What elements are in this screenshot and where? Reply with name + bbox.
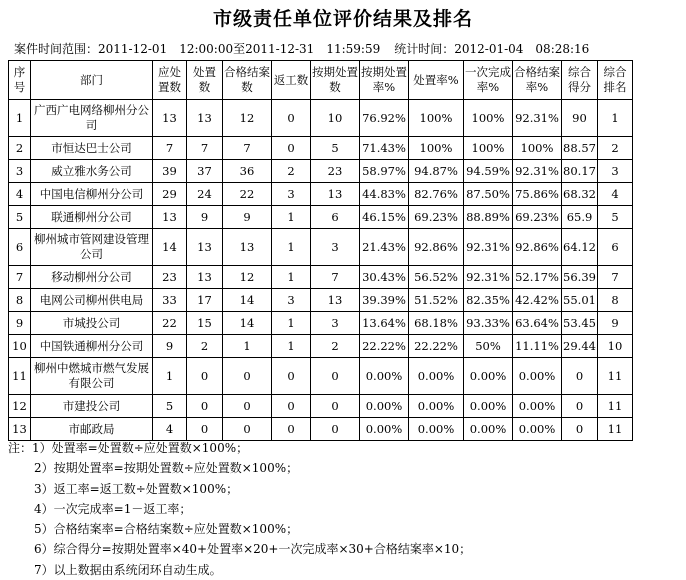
table-row [9, 183, 633, 206]
table-cell: 23 [311, 160, 360, 183]
table-cell: 44.83% [360, 183, 409, 206]
table-cell: 1 [272, 229, 311, 266]
table-cell: 0 [272, 418, 311, 441]
table-cell: 7 [311, 266, 360, 289]
table-cell: 82.35% [464, 289, 513, 312]
table-cell: 29.44 [562, 335, 598, 358]
table-cell: 12 [223, 100, 272, 137]
note-line: 注：1）处置率=处置数÷应处置数×100%； [8, 441, 249, 455]
table-cell: 56.39 [562, 266, 598, 289]
table-cell: 11 [598, 418, 633, 441]
table-cell: 0 [272, 395, 311, 418]
notes [8, 438, 678, 580]
table-cell: 13 [187, 100, 223, 137]
table-cell: 21.43% [360, 229, 409, 266]
table-cell: 0 [272, 358, 311, 395]
note-line: 6）综合得分=按期处置率×40+处置率×20+一次完成率×30+合格结案率×10； [34, 542, 472, 557]
table-cell: 94.87% [409, 160, 464, 183]
note-line: 4）一次完成率=1－返工率； [34, 501, 192, 516]
table-cell: 37 [187, 160, 223, 183]
table-cell: 3 [598, 160, 633, 183]
table-cell: 9 [9, 312, 31, 335]
table-cell: 92.86% [513, 229, 562, 266]
header-cell: 处置数 [187, 61, 223, 100]
table-cell: 92.86% [409, 229, 464, 266]
table-cell: 22 [223, 183, 272, 206]
table-cell: 5 [9, 206, 31, 229]
table-cell: 威立雅水务公司 [31, 160, 153, 183]
table-cell: 1 [272, 335, 311, 358]
table-cell: 76.92% [360, 100, 409, 137]
table-cell: 移动柳州分公司 [31, 266, 153, 289]
table-cell: 1 [153, 358, 187, 395]
table-cell: 3 [272, 289, 311, 312]
table-cell: 6 [9, 229, 31, 266]
table-cell: 2 [187, 335, 223, 358]
table-cell: 0 [272, 137, 311, 160]
table-cell: 市恒达巴士公司 [31, 137, 153, 160]
table-cell: 2 [9, 137, 31, 160]
table-cell: 13 [153, 100, 187, 137]
note-line: 3）返工率=返工数÷处置数×100%； [34, 481, 239, 496]
table-cell: 12 [223, 266, 272, 289]
table-cell: 0 [562, 395, 598, 418]
table-cell: 88.57 [562, 137, 598, 160]
header-cell: 返工数 [272, 61, 311, 100]
table-cell: 13 [153, 206, 187, 229]
table-cell: 0.00% [360, 418, 409, 441]
table-cell: 13 [223, 229, 272, 266]
table-cell: 0 [223, 395, 272, 418]
table-cell: 55.01 [562, 289, 598, 312]
table-cell: 0.00% [513, 358, 562, 395]
table-row [9, 137, 633, 160]
table-row [9, 100, 633, 137]
table-cell: 75.86% [513, 183, 562, 206]
table-cell: 58.97% [360, 160, 409, 183]
table-cell: 100% [409, 100, 464, 137]
table-cell: 13 [187, 229, 223, 266]
table-cell: 65.9 [562, 206, 598, 229]
table-cell: 8 [9, 289, 31, 312]
report-meta [14, 40, 684, 57]
table-cell: 10 [9, 335, 31, 358]
table-cell: 13 [187, 266, 223, 289]
stat-time: 2012-01-04 08:28:16 [454, 42, 590, 56]
header-cell: 合格结案率% [513, 61, 562, 100]
header-cell: 处置率% [409, 61, 464, 100]
header-cell: 部门 [31, 61, 153, 100]
table-cell: 7 [187, 137, 223, 160]
table-cell: 1 [272, 312, 311, 335]
table-cell: 11 [9, 358, 31, 395]
table-cell: 0.00% [409, 395, 464, 418]
table-cell: 100% [409, 137, 464, 160]
header-cell: 按期处置数 [311, 61, 360, 100]
table-cell: 3 [272, 183, 311, 206]
header-cell: 综合得分 [562, 61, 598, 100]
table-cell: 广西广电网络柳州分公司 [31, 100, 153, 137]
table-cell: 82.76% [409, 183, 464, 206]
table-cell: 52.17% [513, 266, 562, 289]
table-cell: 0 [187, 395, 223, 418]
table-cell: 39 [153, 160, 187, 183]
table-cell: 14 [223, 289, 272, 312]
table-cell: 39.39% [360, 289, 409, 312]
table-cell: 12 [9, 395, 31, 418]
table-cell: 5 [598, 206, 633, 229]
table-cell: 3 [311, 229, 360, 266]
table-cell: 11 [598, 358, 633, 395]
table-cell: 0 [223, 358, 272, 395]
table-cell: 市邮政局 [31, 418, 153, 441]
table-cell: 10 [311, 100, 360, 137]
stat-label: 统计时间： [394, 42, 455, 56]
table-cell: 0.00% [409, 418, 464, 441]
table-cell: 100% [513, 137, 562, 160]
table-cell: 2 [272, 160, 311, 183]
table-cell: 11.11% [513, 335, 562, 358]
table-cell: 市城投公司 [31, 312, 153, 335]
header-cell: 序号 [9, 61, 31, 100]
table-cell: 100% [464, 100, 513, 137]
table-cell: 6 [311, 206, 360, 229]
table-header-row [9, 61, 633, 100]
header-cell: 应处置数 [153, 61, 187, 100]
report-title: 市级责任单位评价结果及排名 [212, 8, 473, 30]
table-cell: 0.00% [360, 358, 409, 395]
table-cell: 0 [311, 418, 360, 441]
table-cell: 9 [153, 335, 187, 358]
table-cell: 电网公司柳州供电局 [31, 289, 153, 312]
table-cell: 24 [187, 183, 223, 206]
table-cell: 22.22% [409, 335, 464, 358]
table-cell: 29 [153, 183, 187, 206]
table-cell: 0 [562, 358, 598, 395]
table-cell: 0.00% [409, 358, 464, 395]
table-cell: 94.59% [464, 160, 513, 183]
results-table [8, 60, 633, 441]
table-cell: 0.00% [360, 395, 409, 418]
table-cell: 13.64% [360, 312, 409, 335]
table-cell: 17 [187, 289, 223, 312]
range-start: 2011-12-01 12:00:00 [98, 42, 234, 56]
range-label: 案件时间范围： [14, 42, 99, 56]
table-cell: 0 [272, 100, 311, 137]
table-cell: 100% [464, 137, 513, 160]
table-cell: 中国电信柳州分公司 [31, 183, 153, 206]
table-cell: 3 [311, 312, 360, 335]
table-cell: 9 [223, 206, 272, 229]
table-cell: 5 [311, 137, 360, 160]
table-cell: 8 [598, 289, 633, 312]
header-cell: 综合排名 [598, 61, 633, 100]
table-cell: 7 [153, 137, 187, 160]
table-cell: 14 [223, 312, 272, 335]
table-cell: 13 [311, 289, 360, 312]
table-cell: 15 [187, 312, 223, 335]
table-cell: 13 [9, 418, 31, 441]
table-cell: 69.23% [513, 206, 562, 229]
table-cell: 0 [223, 418, 272, 441]
table-cell: 14 [153, 229, 187, 266]
header-cell: 合格结案数 [223, 61, 272, 100]
table-cell: 92.31% [464, 266, 513, 289]
note-line: 5）合格结案率=合格结案数÷应处置数×100%； [34, 522, 299, 537]
table-cell: 0 [562, 418, 598, 441]
table-cell: 7 [598, 266, 633, 289]
table-row [9, 395, 633, 418]
table-cell: 中国铁通柳州分公司 [31, 335, 153, 358]
table-cell: 46.15% [360, 206, 409, 229]
range-end: 2011-12-31 11:59:59 [245, 42, 381, 56]
table-cell: 53.45 [562, 312, 598, 335]
table-cell: 1 [272, 206, 311, 229]
table-cell: 42.42% [513, 289, 562, 312]
table-row [9, 206, 633, 229]
table-cell: 22 [153, 312, 187, 335]
table-cell: 22.22% [360, 335, 409, 358]
table-cell: 0.00% [513, 395, 562, 418]
table-cell: 0 [311, 358, 360, 395]
table-cell: 柳州城市管网建设管理公司 [31, 229, 153, 266]
table-cell: 4 [9, 183, 31, 206]
table-cell: 联通柳州分公司 [31, 206, 153, 229]
table-cell: 50% [464, 335, 513, 358]
table-cell: 0 [187, 418, 223, 441]
table-cell: 90 [562, 100, 598, 137]
table-row [9, 160, 633, 183]
header-cell: 一次完成率% [464, 61, 513, 100]
table-cell: 2 [311, 335, 360, 358]
table-cell: 87.50% [464, 183, 513, 206]
table-cell: 69.23% [409, 206, 464, 229]
table-cell: 5 [153, 395, 187, 418]
note-line: 7）以上数据由系统闭环自动生成。 [34, 562, 222, 577]
table-cell: 56.52% [409, 266, 464, 289]
table-cell: 0.00% [513, 418, 562, 441]
table-cell: 71.43% [360, 137, 409, 160]
table-cell: 33 [153, 289, 187, 312]
table-cell: 6 [598, 229, 633, 266]
table-cell: 4 [153, 418, 187, 441]
table-cell: 11 [598, 395, 633, 418]
table-cell: 64.12 [562, 229, 598, 266]
table-cell: 7 [223, 137, 272, 160]
table-cell: 23 [153, 266, 187, 289]
table-cell: 13 [311, 183, 360, 206]
table-cell: 92.31% [513, 100, 562, 137]
table-cell: 0.00% [464, 358, 513, 395]
table-cell: 92.31% [464, 229, 513, 266]
table-cell: 3 [9, 160, 31, 183]
table-cell: 92.31% [513, 160, 562, 183]
table-cell: 9 [598, 312, 633, 335]
table-row [9, 229, 633, 266]
table-cell: 0 [311, 395, 360, 418]
table-cell: 0.00% [464, 395, 513, 418]
table-cell: 0.00% [464, 418, 513, 441]
table-cell: 10 [598, 335, 633, 358]
table-cell: 88.89% [464, 206, 513, 229]
table-cell: 68.18% [409, 312, 464, 335]
table-cell: 0 [187, 358, 223, 395]
table-cell: 80.17 [562, 160, 598, 183]
table-row [9, 312, 633, 335]
table-row [9, 289, 633, 312]
table-row [9, 266, 633, 289]
header-cell: 按期处置率% [360, 61, 409, 100]
table-cell: 1 [223, 335, 272, 358]
table-cell: 30.43% [360, 266, 409, 289]
table-cell: 市建投公司 [31, 395, 153, 418]
table-cell: 68.32 [562, 183, 598, 206]
table-cell: 1 [9, 100, 31, 137]
table-cell: 2 [598, 137, 633, 160]
table-cell: 63.64% [513, 312, 562, 335]
range-to: 至 [233, 42, 246, 56]
table-cell: 7 [9, 266, 31, 289]
table-cell: 36 [223, 160, 272, 183]
note-line: 2）按期处置率=按期处置数÷应处置数×100%； [34, 461, 299, 476]
table-cell: 51.52% [409, 289, 464, 312]
table-row [9, 335, 633, 358]
table-cell: 9 [187, 206, 223, 229]
table-cell: 93.33% [464, 312, 513, 335]
table-cell: 1 [598, 100, 633, 137]
table-cell: 1 [272, 266, 311, 289]
table-row [9, 358, 633, 395]
table-cell: 4 [598, 183, 633, 206]
table-cell: 柳州中燃城市燃气发展有限公司 [31, 358, 153, 395]
